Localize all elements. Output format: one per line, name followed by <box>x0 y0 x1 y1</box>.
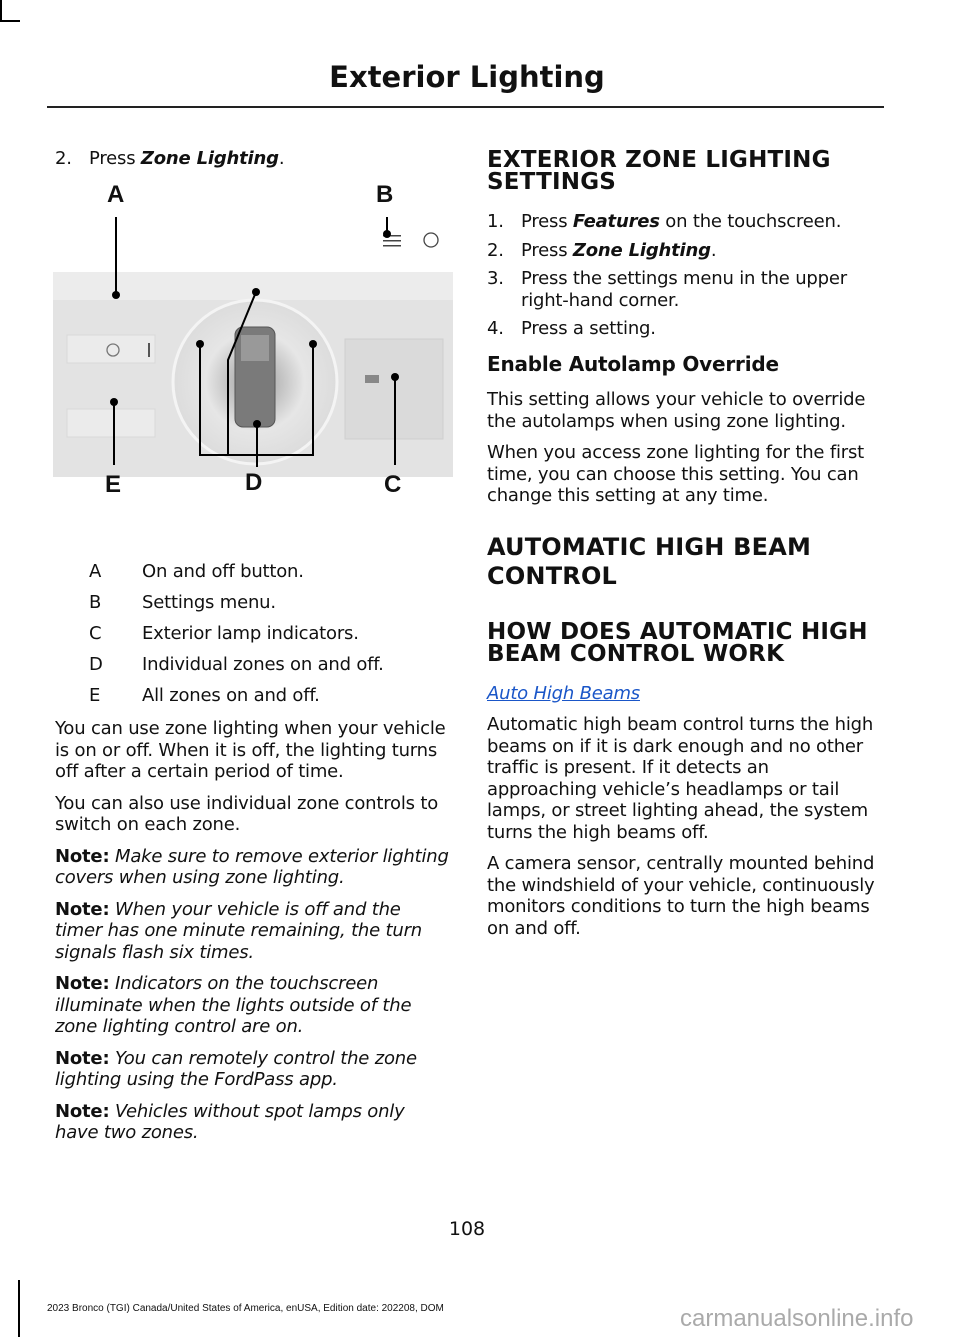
section-heading-ahb: AUTOMATIC HIGH BEAM CONTROL <box>487 532 812 590</box>
note <box>55 899 450 964</box>
legend-key: D <box>89 653 103 675</box>
section-heading-settings: EXTERIOR ZONE LIGHTING SETTINGS <box>487 147 831 195</box>
step-bold: Zone Lighting <box>572 239 711 261</box>
note <box>55 846 450 889</box>
step-text: Press <box>521 211 573 232</box>
paragraph: This setting allows your vehicle to override the autolamps when using zone lighting. <box>487 389 866 432</box>
step-3 <box>487 268 882 311</box>
footer-edition: 2023 Bronco (TGI) Canada/United States of America, enUSA, Edition date: 202208, DOM <box>47 1303 444 1314</box>
crop-mark <box>18 1280 20 1337</box>
legend-text: Settings menu. <box>142 591 276 613</box>
note-text: Make sure to remove exterior lighting covers when using zone lighting. <box>55 845 449 888</box>
callout-d: D <box>245 468 263 496</box>
step-number: 3. <box>487 268 504 289</box>
step-text: Press a setting. <box>521 318 656 339</box>
legend-key: B <box>89 591 102 613</box>
legend-text: All zones on and off. <box>142 684 320 706</box>
note-label: Note: <box>55 1100 110 1122</box>
legend-item <box>55 592 450 614</box>
note-text: You can remotely control the zone lighting using the FordPass app. <box>55 1047 417 1090</box>
legend-text: Individual zones on and off. <box>142 653 384 675</box>
note-label: Note: <box>55 973 110 994</box>
step-text: Press <box>89 148 141 169</box>
note <box>55 1048 450 1091</box>
paragraph: Automatic high beam control turns the high beams on if it is dark enough and no other traffic is present. If it detects an approaching vehicle’s headlamps or tail lamps, or street lighting ahead, the system turns the high beams off. <box>487 714 874 843</box>
step-bold: Features <box>572 211 660 232</box>
step-text: . <box>278 148 285 169</box>
callout-a: A <box>107 180 125 208</box>
step-2 <box>487 240 882 262</box>
note-text: When your vehicle is off and the timer has one minute remaining, the turn signals flash six times. <box>55 898 423 963</box>
callout-e: E <box>105 470 121 498</box>
callout-b: B <box>376 180 394 208</box>
legend-key: A <box>89 560 102 582</box>
paragraph: You can also use individual zone controls to switch on each zone. <box>55 792 439 835</box>
step-1 <box>487 211 882 233</box>
step-text: . <box>710 239 717 261</box>
legend-item <box>55 685 450 707</box>
note-label: Note: <box>55 898 110 920</box>
step-number: 1. <box>487 211 504 232</box>
note-text: Vehicles without spot lamps only have two zones. <box>55 1100 405 1143</box>
figure-legend <box>55 561 450 707</box>
legend-item <box>55 654 450 676</box>
header-divider <box>47 106 884 108</box>
note <box>55 973 450 1038</box>
legend-text: On and off button. <box>142 560 304 582</box>
paragraph: You can use zone lighting when your vehicle is on or off. When it is off, the lighting turns off after a certain period of time. <box>55 718 446 782</box>
paragraph: When you access zone lighting for the first time, you can choose this setting. You can change this setting at any time. <box>487 442 865 506</box>
note-label: Note: <box>55 845 110 867</box>
note-text: Indicators on the touchscreen illuminate when the lights outside of the zone lighting control are on. <box>55 973 412 1037</box>
legend-key: E <box>89 684 101 706</box>
step-4 <box>487 318 882 340</box>
left-column <box>55 148 450 1154</box>
auto-high-beams-link[interactable]: Auto High Beams <box>487 682 640 704</box>
right-column <box>487 149 882 949</box>
legend-text: Exterior lamp indicators. <box>142 622 359 644</box>
callout-c: C <box>384 470 402 498</box>
crop-mark <box>0 0 2 22</box>
step-number: 2. <box>487 239 504 261</box>
step-text: Press <box>521 239 573 261</box>
step-bold: Zone Lighting <box>140 148 279 169</box>
step-text: Press the settings menu in the upper right-hand corner. <box>521 268 847 311</box>
paragraph: A camera sensor, centrally mounted behind the windshield of your vehicle, continuously monitors conditions to turn the high beams on and off. <box>487 853 875 939</box>
crop-mark <box>0 20 20 22</box>
subheading-autolamp: Enable Autolamp Override <box>487 351 779 376</box>
note-label: Note: <box>55 1047 110 1069</box>
page-title: Exterior Lighting <box>329 60 605 94</box>
step-number: 2. <box>55 148 72 169</box>
legend-item <box>55 623 450 645</box>
step-number: 4. <box>487 318 504 339</box>
note <box>55 1101 450 1144</box>
watermark: carmanualsonline.info <box>680 1305 914 1332</box>
legend-key: C <box>89 622 102 644</box>
page-number: 108 <box>448 1218 486 1240</box>
legend-item <box>55 561 450 583</box>
step-2 <box>55 148 450 170</box>
section-heading-how: HOW DOES AUTOMATIC HIGH BEAM CONTROL WORK <box>487 618 868 667</box>
step-text: on the touchscreen. <box>659 211 842 232</box>
zone-lighting-figure <box>53 177 450 537</box>
